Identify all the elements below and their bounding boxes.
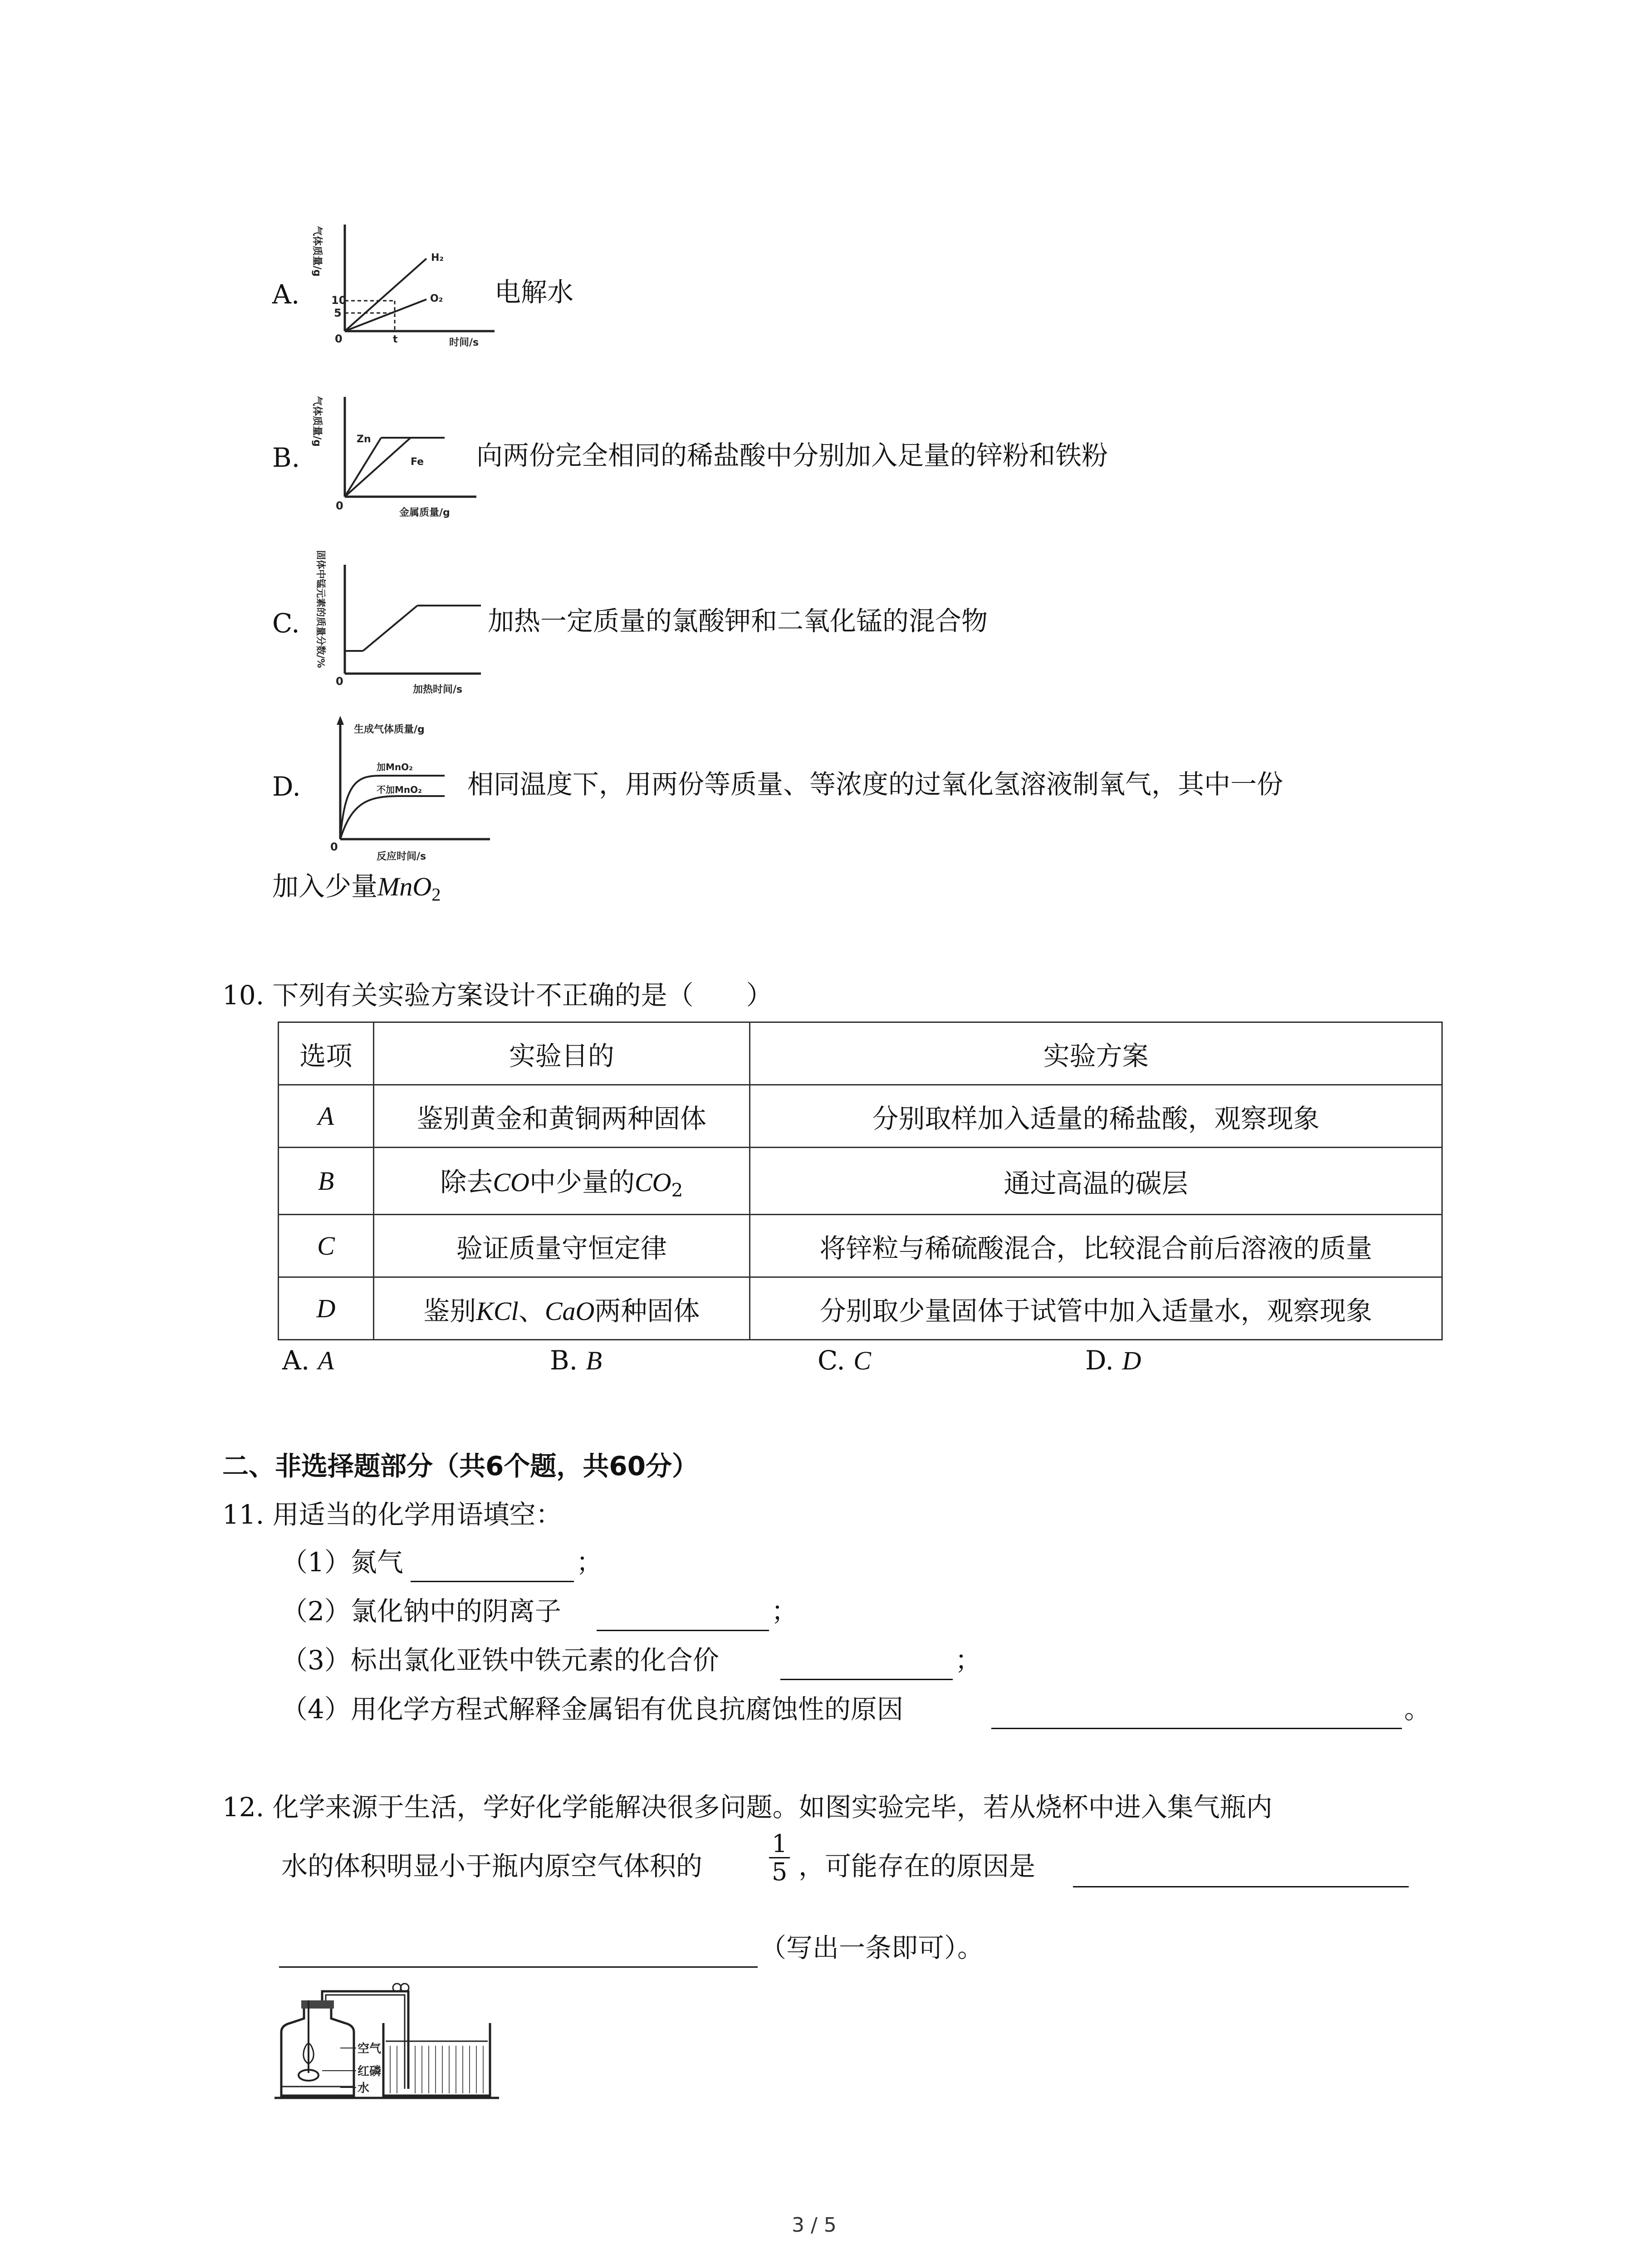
table-header-row: [279, 1022, 1442, 1085]
q12-line-2-post: ，可能存在的原因是: [798, 1851, 1036, 1882]
graph-a-tick-10: 10: [331, 294, 347, 307]
row-d-goal: [373, 1277, 749, 1340]
q12-blank-a[interactable]: [1073, 1886, 1409, 1887]
choice-b-label: B.: [550, 1345, 578, 1376]
graph-b-fe-label: Fe: [411, 456, 424, 468]
row-d-plan: 分别取少量固体于试管中加入适量水，观察现象: [749, 1277, 1442, 1340]
q11-blank-4[interactable]: [991, 1728, 1402, 1729]
choice-c-value: C: [853, 1346, 871, 1375]
graph-d-line1-label: 加MnO₂: [377, 762, 413, 772]
option-d-desc-cont-text: 加入少量: [272, 871, 378, 902]
section-title: 二、非选择题部分（共6个题，共60分）: [222, 1451, 699, 1481]
graph-b-origin: 0: [336, 499, 343, 512]
page-number: 3 / 5: [792, 2214, 837, 2237]
figure-water-label: 水: [358, 2082, 370, 2095]
fraction-numerator: 1: [769, 1830, 790, 1858]
graph-b: [313, 383, 485, 519]
q11-item-2-end: ；: [771, 1596, 798, 1627]
graph-a: [313, 213, 504, 349]
row-d-goal-mid: 、: [518, 1295, 545, 1326]
graph-d-xlabel: 反应时间/s: [377, 851, 426, 862]
choice-d-value: D: [1122, 1346, 1141, 1375]
q12-line-1: 12. 化学来源于生活，学好化学能解决很多问题。如图实验完毕，若从烧杯中进入集气瓶内: [222, 1792, 1273, 1823]
table-row: [279, 1277, 1442, 1340]
row-d-option: D: [279, 1277, 374, 1340]
choice-a[interactable]: [282, 1345, 334, 1377]
graph-c-xlabel: 加热时间/s: [413, 684, 463, 695]
mno2-sub: 2: [431, 884, 441, 905]
choice-d-label: D.: [1085, 1345, 1114, 1376]
graph-b-xlabel: 金属质量/g: [399, 507, 450, 518]
choice-d[interactable]: [1085, 1345, 1141, 1377]
fraction-one-fifth: [769, 1830, 790, 1886]
option-c-desc: 加热一定质量的氯酸钾和二氧化锰的混合物: [488, 606, 988, 636]
q12-blank-b[interactable]: [279, 1966, 758, 1968]
graph-c: [309, 547, 490, 696]
q12-line-3-post: （写出一条即可）。: [760, 1932, 984, 1963]
graph-a-tick-5: 5: [334, 307, 342, 319]
row-b-goal-co2: CO: [634, 1168, 671, 1198]
choice-c[interactable]: [818, 1345, 871, 1377]
option-d-desc-cont: [272, 871, 441, 906]
fraction-denominator: 5: [772, 1857, 788, 1887]
table-row: [279, 1148, 1442, 1215]
q11-blank-2[interactable]: [597, 1630, 769, 1631]
row-c-plan: 将锌粒与稀硫酸混合，比较混合前后溶液的质量: [749, 1215, 1442, 1277]
option-d-letter: D.: [272, 771, 301, 802]
q11-item-1: （1）氮气: [281, 1547, 403, 1578]
graph-a-h2-label: H₂: [431, 252, 444, 264]
graph-d-origin: 0: [330, 841, 338, 853]
mno2-formula: [377, 872, 441, 905]
q11-blank-1[interactable]: [411, 1581, 574, 1582]
choice-c-label: C.: [818, 1345, 845, 1376]
graph-a-ylabel: 气体质量/g: [311, 226, 323, 277]
graph-a-o2-label: O₂: [430, 293, 443, 304]
q11-item-4-end: 。: [1404, 1694, 1431, 1725]
row-b-plan: 通过高温的碳层: [749, 1148, 1442, 1215]
row-b-goal: [373, 1148, 749, 1215]
q12-line-2-pre: 水的体积明显小于瓶内原空气体积的: [281, 1851, 703, 1882]
q10-table: [278, 1022, 1443, 1340]
row-d-goal-pre: 鉴别: [423, 1295, 476, 1326]
graph-d-ylabel: 生成气体质量/g: [354, 724, 425, 735]
graph-c-origin: 0: [336, 675, 343, 688]
row-a-goal: 鉴别黄金和黄铜两种固体: [373, 1085, 749, 1148]
figure-air-label: 空气: [358, 2042, 382, 2056]
option-d-desc: 相同温度下，用两份等质量、等浓度的过氧化氢溶液制氧气，其中一份: [467, 769, 1283, 800]
header-option: 选项: [279, 1022, 374, 1085]
q11-item-3-end: ；: [955, 1645, 982, 1676]
choice-b-value: B: [586, 1346, 602, 1375]
table-row: [279, 1085, 1442, 1148]
option-c-letter: C.: [272, 608, 300, 639]
q11-item-4: （4）用化学方程式解释金属铝有优良抗腐蚀性的原因: [281, 1694, 903, 1725]
option-a-desc: 电解水: [495, 277, 574, 308]
apparatus-figure: [272, 1982, 508, 2109]
q10-stem: 10. 下列有关实验方案设计不正确的是（ ）: [222, 980, 773, 1011]
row-d-goal-kcl: KCl: [476, 1296, 519, 1326]
q11-item-3: （3）标出氯化亚铁中铁元素的化合价: [281, 1645, 719, 1676]
choice-a-value: A: [318, 1346, 334, 1375]
row-b-goal-co2-sub: 2: [671, 1179, 683, 1201]
figure-phosphorus-label: 红磷: [358, 2065, 382, 2078]
graph-d-line2-label: 不加MnO₂: [377, 784, 422, 795]
graph-a-xlabel: 时间/s: [449, 337, 479, 348]
choice-a-label: A.: [282, 1345, 310, 1376]
row-c-option: C: [279, 1215, 374, 1277]
q11-blank-3[interactable]: [780, 1679, 953, 1680]
choice-b[interactable]: [550, 1345, 602, 1377]
header-plan: 实验方案: [749, 1022, 1442, 1085]
table-row: [279, 1215, 1442, 1277]
header-goal: 实验目的: [373, 1022, 749, 1085]
option-b-desc: 向两份完全相同的稀盐酸中分别加入足量的锌粉和铁粉: [476, 440, 1108, 471]
option-b-letter: B.: [272, 442, 300, 473]
graph-b-ylabel: 气体质量/g: [311, 396, 323, 447]
mno2-main: MnO: [377, 872, 432, 901]
row-a-plan: 分别取样加入适量的稀盐酸，观察现象: [749, 1085, 1442, 1148]
row-d-goal-post: 两种固体: [594, 1295, 700, 1326]
row-b-goal-co: CO: [493, 1168, 529, 1198]
q11-item-1-end: ；: [576, 1547, 603, 1578]
row-c-goal: 验证质量守恒定律: [373, 1215, 749, 1277]
graph-b-zn-label: Zn: [357, 434, 371, 445]
q11-stem: 11. 用适当的化学用语填空：: [222, 1499, 562, 1530]
row-b-option: B: [279, 1148, 374, 1215]
graph-c-ylabel: 固体中锰元素的质量分数/%: [315, 550, 326, 668]
q11-item-2: （2）氯化钠中的阴离子: [281, 1596, 561, 1627]
graph-a-tick-t: t: [393, 334, 398, 345]
row-b-goal-pre: 除去: [440, 1167, 493, 1198]
option-a-letter: A.: [272, 279, 300, 310]
graph-a-origin: 0: [335, 332, 343, 345]
row-d-goal-cao: CaO: [544, 1296, 595, 1326]
row-a-option: A: [279, 1085, 374, 1148]
row-b-goal-mid: 中少量的: [529, 1167, 635, 1198]
